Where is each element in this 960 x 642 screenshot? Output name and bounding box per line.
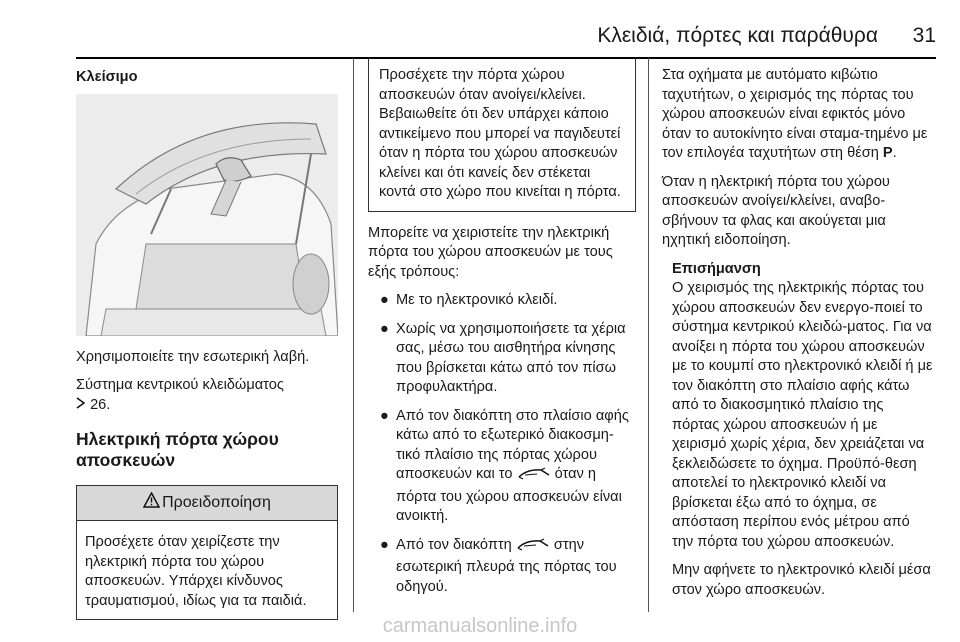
column-divider-1 <box>353 58 354 612</box>
page-title: Κλειδιά, πόρτες και παράθυρα <box>597 24 878 47</box>
list-item-text: Από τον διακόπτη <box>396 536 512 553</box>
bullet: ● <box>380 536 389 553</box>
list-item <box>368 291 636 311</box>
column-3 <box>662 66 934 609</box>
bullet: ● <box>380 292 389 308</box>
note-text: Ο χειρισμός της ηλεκτρικής πόρτας του χώρου αποσκευών δεν ενεργο-ποιεί το σύστημα κεντρικού κλειδώ-ματος. Για να ανοίξει η πόρτα του χώρου αποσκευών με το κουμπί στο ηλεκτρονικό κλειδί ή με τον διακόπτη στο πλαίσιο αφής κάτω από το διακοσμητικό πλαίσιο της πόρτας χώρου αποσκευών ή με χειρισμό χωρίς χέρια, δεν χρειάζεται να ξεκλειδώσετε το όχημα. Προϋπό-θεση αποτελεί το ηλεκτρονικό κλειδί να βρίσκεται έξω από το όχημα, σε απόσταση περίπου ενός μέτρου από την πόρτα του χώρου αποσκευών. <box>672 280 933 550</box>
warning-continuation-box <box>368 58 636 212</box>
note-text-2: Μην αφήνετε το ηλεκτρονικό κλειδί μέσα στον χώρο αποσκευών. <box>672 562 931 598</box>
para-inner-handle: Χρησιμοποιείτε την εσωτερική λαβή. <box>76 348 310 365</box>
list-item-text: Χωρίς να χρησιμοποιήσετε τα χέρια σας, μέσω του αισθητήρα κίνησης που βρίσκεται κάτω από τον πίσω προφυλακτήρα. <box>396 320 626 395</box>
heading-power-tailgate: Ηλεκτρική πόρτα χώρου αποσκευών <box>76 429 279 470</box>
page-header <box>0 0 960 58</box>
column-2 <box>368 58 636 606</box>
column-1 <box>76 66 338 620</box>
list-item-text: Με το ηλεκτρονικό κλειδί. <box>396 292 558 308</box>
watermark: carmanualsonline.info <box>382 615 578 637</box>
warning-label: Προειδοποίηση <box>162 494 271 512</box>
page-reference: 26. <box>90 396 111 413</box>
list-item <box>368 407 636 527</box>
warning-box <box>76 485 338 620</box>
tailgate-illustration <box>76 94 338 336</box>
gear-position-p: P <box>882 145 893 161</box>
operation-methods-list <box>368 291 636 597</box>
warning-triangle-icon <box>143 492 160 514</box>
gearbox-text-end: . <box>892 145 897 161</box>
note-block <box>662 260 934 601</box>
bullet: ● <box>380 320 389 337</box>
para-automatic-gearbox <box>662 66 934 164</box>
intro-paragraph: Μπορείτε να χειριστείτε την ηλεκτρική πόρτα του χώρου αποσκευών με τους εξής τρόπους: <box>368 224 613 280</box>
column-divider-2 <box>648 58 649 612</box>
tailgate-switch-icon <box>516 538 550 559</box>
gearbox-text: Στα οχήματα με αυτόματο κιβώτιο ταχυτήτων, ο χειρισμός της πόρτας του χώρου αποσκευών είναι εφικτός μόνο όταν το αυτοκίνητο είναι σταμα-τημένο με τον επιλογέα ταχυτήτων στη θέση <box>662 67 928 161</box>
section-title-closing: Κλείσιμο <box>76 69 138 85</box>
warning-header <box>77 485 337 521</box>
list-item <box>368 320 636 398</box>
para-indicators: Όταν η ηλεκτρική πόρτα του χώρου αποσκευών ανοίγει/κλείνει, αναβο-σβήνουν τα φλας και ακούγεται μια ηχητική ειδοποίηση. <box>662 173 890 248</box>
note-title: Επισήμανση <box>672 260 761 277</box>
list-item-text: στην εσωτερική πλευρά της πόρτας του οδηγού. <box>396 536 617 595</box>
bullet: ● <box>380 407 389 424</box>
list-item-text: όταν η πόρτα του χώρου αποσκευών είναι ανοικτή. <box>396 466 622 524</box>
warning-text: Προσέχετε όταν χειρίζεστε την ηλεκτρική πόρτα του χώρου αποσκευών. Υπάρχει κίνδυνος τραυματισμού, ιδίως για τα παιδιά. <box>85 534 307 609</box>
tailgate-switch-icon <box>517 467 551 488</box>
list-item <box>368 536 636 598</box>
warning-continuation-text: Προσέχετε την πόρτα χώρου αποσκευών όταν ανοίγει/κλείνει. Βεβαιωθείτε ότι δεν υπάρχει κάποιο αντικείμενο που μπορεί να παγιδευτεί όταν η πόρτα του χώρου αποσκευών κλείνει και ότι κανείς δεν στέκεται κοντά στο χώρο που κινείται η πόρτα. <box>379 67 621 200</box>
ref-arrow-icon <box>76 397 90 413</box>
list-item-text: Από τον διακόπτη στο πλαίσιο αφής κάτω από το εξωτερικό διακοσμη-τικό πλαίσιο της πόρτας χώρου αποσκευών και το <box>396 407 629 482</box>
page-number: 31 <box>912 24 936 47</box>
central-locking-text: Σύστημα κεντρικού κλειδώματος <box>76 377 284 393</box>
para-central-locking <box>76 376 338 415</box>
